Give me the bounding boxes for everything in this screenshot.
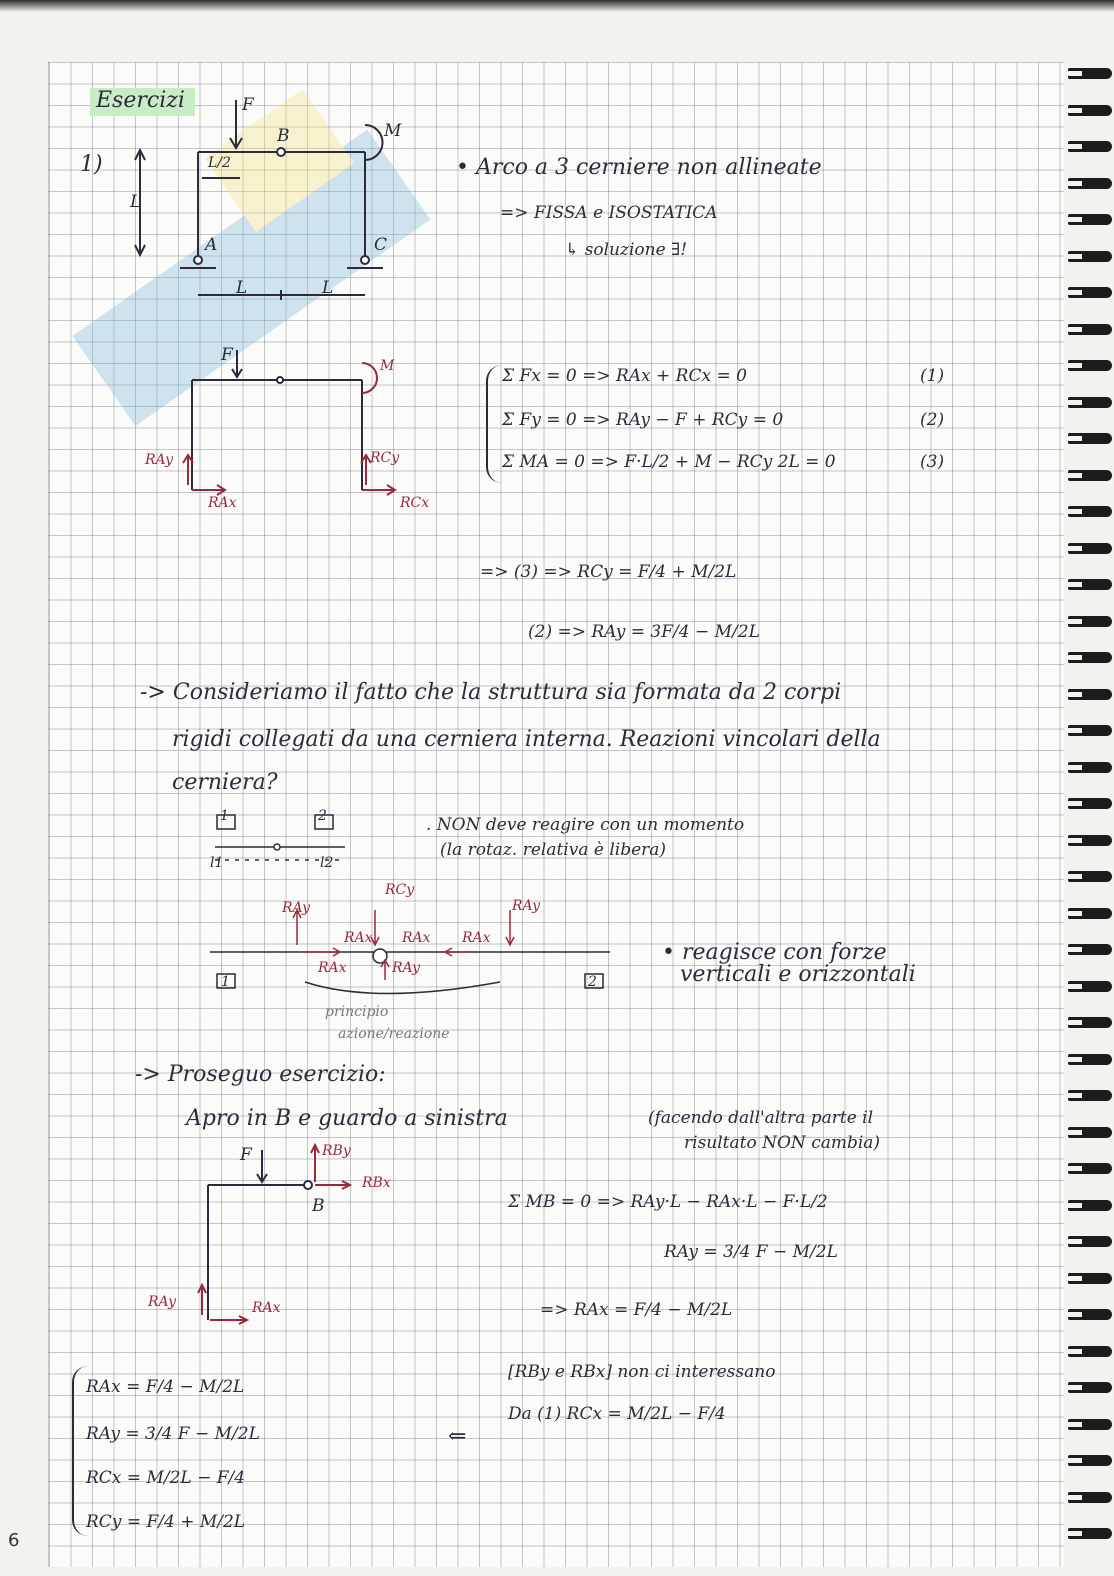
spiral-ring: [1068, 1236, 1112, 1247]
spiral-ring: [1068, 1054, 1112, 1065]
summary-ray: RAy = 3/4 F − M/2L: [86, 1424, 260, 1444]
spiral-ring: [1068, 652, 1112, 663]
hinge-forces-body2: 2: [588, 974, 597, 990]
spiral-ring: [1068, 798, 1112, 809]
reacts-note-line1: • reagisce con forze: [662, 940, 887, 965]
principle-line2: azione/reazione: [338, 1026, 450, 1042]
fig1-half-span-label: L/2: [208, 155, 231, 171]
hinge-body1-label: 1: [220, 808, 229, 824]
hinge-note-line2: (la rotaz. relativa è libera): [440, 840, 667, 860]
page-title: Esercizi: [96, 88, 185, 113]
spiral-ring: [1068, 178, 1112, 189]
fig3-rby-label: RBy: [322, 1143, 351, 1159]
spiral-ring: [1068, 287, 1112, 298]
equation-1-number: (1): [920, 366, 945, 386]
hinge-ray-left: RAy: [282, 900, 310, 916]
fig1-hinge-c-label: C: [374, 235, 388, 255]
spiral-ring: [1068, 324, 1112, 335]
result-rcy: => (3) => RCy = F/4 + M/2L: [480, 562, 737, 582]
statement-line1: • Arco a 3 cerniere non allineate: [456, 155, 822, 180]
page-number: 6: [8, 1530, 20, 1551]
hinge-l2-label: l2: [320, 855, 334, 871]
spiral-ring: [1068, 1528, 1112, 1539]
fig1-hinge-a-label: A: [205, 235, 218, 255]
spiral-ring: [1068, 1455, 1112, 1466]
spiral-ring: [1068, 579, 1112, 590]
result-arrow-icon: ⇐: [448, 1424, 467, 1449]
hinge-body2-label: 2: [318, 808, 327, 824]
spiral-ring: [1068, 1492, 1112, 1503]
spiral-ring: [1068, 981, 1112, 992]
hinge-rax-4: RAx: [318, 960, 347, 976]
consideration-line3: cerniera?: [172, 770, 278, 795]
exercise-number: 1): [80, 152, 103, 177]
apro-note-line1: (facendo dall'altra parte il: [648, 1108, 874, 1128]
spiral-ring: [1068, 214, 1112, 225]
fig2-force-label: F: [221, 345, 233, 365]
spiral-ring: [1068, 616, 1112, 627]
equations-brace: [486, 365, 502, 483]
spiral-binding: [1062, 60, 1114, 1565]
spiral-ring: [1068, 1419, 1112, 1430]
spiral-ring: [1068, 1309, 1112, 1320]
fig1-height-label: L: [130, 192, 142, 212]
hinge-bodies-diagram: [205, 810, 365, 880]
consideration-line1: -> Consideriamo il fatto che la struttura sia formata da 2 corpi: [140, 680, 842, 705]
fig2-rax-label: RAx: [208, 495, 237, 511]
fig3-ray-label: RAy: [148, 1294, 176, 1310]
summary-rax: RAx = F/4 − M/2L: [86, 1377, 245, 1397]
hinge-l1-label: l1: [210, 855, 224, 871]
hinge-rax-2: RAx: [402, 930, 431, 946]
rax-equation: => RAx = F/4 − M/2L: [540, 1300, 733, 1320]
fig1-span1-label: L: [236, 278, 248, 298]
fig1-span2-label: L: [322, 278, 334, 298]
spiral-ring: [1068, 1090, 1112, 1101]
equation-1: Σ Fx = 0 => RAx + RCx = 0: [502, 366, 747, 386]
spiral-ring: [1068, 506, 1112, 517]
spiral-ring: [1068, 908, 1112, 919]
spiral-ring: [1068, 762, 1112, 773]
hinge-rax-3: RAx: [462, 930, 491, 946]
spiral-ring: [1068, 360, 1112, 371]
equation-3: Σ MA = 0 => F·L/2 + M − RCy 2L = 0: [502, 452, 836, 472]
spiral-ring: [1068, 397, 1112, 408]
fig1-force-label: F: [242, 95, 254, 115]
continue-heading: -> Proseguo esercizio:: [135, 1062, 386, 1087]
fig1-hinge-b-label: B: [277, 126, 290, 146]
equation-2: Σ Fy = 0 => RAy − F + RCy = 0: [502, 410, 784, 430]
consideration-line2: rigidi collegati da una cerniera interna. Reazioni vincolari della: [172, 727, 881, 752]
fig2-rcy-label: RCy: [370, 450, 400, 466]
spiral-ring: [1068, 433, 1112, 444]
spiral-ring: [1068, 725, 1112, 736]
spiral-ring: [1068, 835, 1112, 846]
summary-rcy: RCy = F/4 + M/2L: [86, 1512, 246, 1532]
spiral-ring: [1068, 1127, 1112, 1138]
spiral-ring: [1068, 1017, 1112, 1028]
moment-b-equation: Σ MB = 0 => RAy·L − RAx·L − F·L/2: [508, 1192, 828, 1212]
arch-diagram: [120, 90, 420, 330]
spiral-ring: [1068, 1200, 1112, 1211]
result-ray: (2) => RAy = 3F/4 − M/2L: [528, 622, 760, 642]
hinge-rcy-top: RCy: [385, 882, 415, 898]
spiral-ring: [1068, 543, 1112, 554]
equation-2-number: (2): [920, 410, 945, 430]
hinge-note-line1: . NON deve reagire con un momento: [426, 815, 745, 835]
reacts-note-line2: verticali e orizzontali: [680, 962, 916, 987]
hinge-ray-bottom: RAy: [392, 960, 420, 976]
spiral-ring: [1068, 1346, 1112, 1357]
fig3-hinge-b-label: B: [312, 1196, 325, 1216]
hinge-rax-1: RAx: [344, 930, 373, 946]
principle-line1: principio: [325, 1004, 389, 1020]
spiral-ring: [1068, 251, 1112, 262]
apro-note-line2: risultato NON cambia): [684, 1133, 881, 1153]
spiral-ring: [1068, 1163, 1112, 1174]
fig2-moment-label: M: [380, 358, 395, 374]
statement-line2: => FISSA e ISOSTATICA: [500, 203, 718, 223]
fig3-force-label: F: [240, 1145, 252, 1165]
ray-equation: RAy = 3/4 F − M/2L: [664, 1242, 838, 1262]
statement-line3: ↳ soluzione ∃!: [565, 240, 688, 260]
spiral-ring: [1068, 470, 1112, 481]
fig2-ray-label: RAy: [145, 452, 173, 468]
apro-line: Apro in B e guardo a sinistra: [186, 1106, 508, 1131]
spiral-ring: [1068, 1273, 1112, 1284]
spiral-ring: [1068, 944, 1112, 955]
hinge-ray-right: RAy: [512, 898, 540, 914]
spiral-ring: [1068, 141, 1112, 152]
equation-3-number: (3): [920, 452, 945, 472]
fig2-rcx-label: RCx: [400, 495, 430, 511]
page-edge-shadow: [0, 0, 1114, 12]
spiral-ring: [1068, 1382, 1112, 1393]
fig1-moment-label: M: [384, 121, 402, 141]
spiral-ring: [1068, 68, 1112, 79]
spiral-ring: [1068, 689, 1112, 700]
spiral-ring: [1068, 105, 1112, 116]
summary-rcx: RCx = M/2L − F/4: [86, 1468, 246, 1488]
fig3-rax-label: RAx: [252, 1300, 281, 1316]
spiral-ring: [1068, 871, 1112, 882]
fig3-rbx-label: RBx: [362, 1175, 391, 1191]
not-interest-note: [RBy e RBx] non ci interessano: [508, 1362, 776, 1382]
rcx-from-1: Da (1) RCx = M/2L − F/4: [508, 1404, 726, 1424]
hinge-forces-body1: 1: [221, 974, 230, 990]
